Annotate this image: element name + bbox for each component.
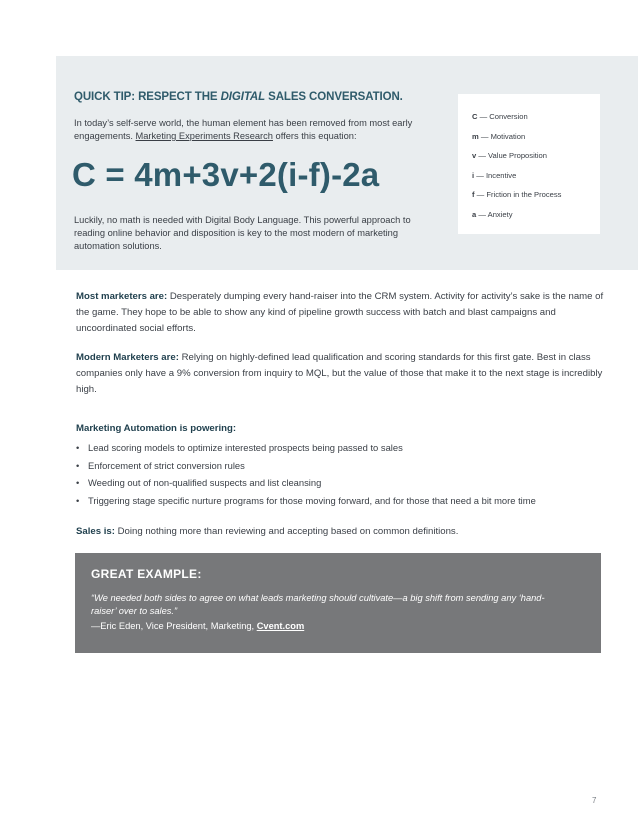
sales-paragraph	[76, 524, 606, 540]
most-marketers-lead: Most marketers are:	[76, 291, 168, 302]
most-marketers-paragraph	[76, 289, 606, 337]
legend-meaning: — Incentive	[474, 170, 517, 180]
bullet-icon: •	[76, 459, 80, 471]
legend-symbol: v	[472, 151, 477, 160]
legend-item	[472, 146, 561, 166]
quick-tip-title-prefix: QUICK TIP: RESPECT THE	[74, 91, 221, 103]
modern-marketers-lead: Modern Marketers are:	[76, 352, 179, 363]
most-marketers-text: Desperately dumping every hand-raiser into the CRM system. Activity for activity’s sake is the name of the game. They hope to be able to show any kind of pipeline growth success with batch and blast campaigns and uncoordinated social efforts.	[76, 291, 604, 334]
bullet-icon: •	[76, 494, 80, 506]
quick-tip-title-emphasis: DIGITAL	[220, 91, 266, 103]
list-item	[76, 440, 606, 458]
legend-symbol: m	[472, 131, 479, 141]
legend-symbol: f	[472, 190, 475, 199]
sales-lead: Sales is:	[76, 526, 115, 537]
cvent-link[interactable]: Cvent.com	[256, 621, 305, 631]
equation-legend-list	[472, 107, 561, 224]
legend-meaning: — Conversion	[477, 112, 528, 121]
bullet-icon: •	[76, 477, 80, 488]
quick-tip-title-suffix: SALES CONVERSATION.	[265, 91, 403, 103]
legend-item	[472, 205, 561, 225]
list-item-text: Lead scoring models to optimize interested prospects being passed to sales	[88, 442, 403, 453]
quick-tip-title	[74, 91, 403, 103]
legend-item	[472, 166, 561, 186]
quick-tip-intro	[74, 117, 454, 143]
legend-meaning: — Motivation	[478, 131, 526, 141]
list-item-text: Weeding out of non-qualified suspects and list cleansing	[88, 477, 322, 488]
automation-heading-text: Marketing Automation is powering:	[76, 423, 237, 434]
quick-tip-outro: Luckily, no math is needed with Digital Body Language. This powerful approach to reading online behavior and disposition is key to the most modern of marketing automation solutions.	[74, 215, 411, 251]
modern-marketers-paragraph	[76, 350, 606, 398]
list-item	[76, 458, 606, 476]
bullet-icon: •	[76, 442, 80, 453]
list-item-text: Triggering stage specific nurture programs for those moving forward, and for those that need a bit more time	[88, 494, 536, 506]
intro-text-end: offers this equation:	[272, 131, 357, 141]
sales-text: Doing nothing more than reviewing and accepting based on common definitions.	[114, 526, 459, 537]
marketing-experiments-link[interactable]: Marketing Experiments Research	[135, 131, 273, 141]
great-example-callout	[75, 553, 601, 653]
legend-meaning: — Friction in the Process	[474, 190, 562, 199]
legend-meaning: — Value Proposition	[476, 151, 548, 160]
great-example-title: GREAT EXAMPLE:	[91, 567, 202, 581]
automation-bullet-list	[76, 440, 606, 510]
conversion-equation: C = 4m+3v+2(i-f)-2a	[72, 156, 380, 193]
great-example-quote: “We needed both sides to agree on what leads marketing should cultivate—a big shift from sending any ‘hand-raiser’ over to sales.”	[91, 593, 545, 616]
legend-item	[472, 185, 561, 205]
legend-symbol: a	[472, 209, 477, 219]
legend-item	[472, 107, 561, 127]
intro-text: In today’s self-serve world, the human element has been removed from most early engagements.	[74, 118, 413, 141]
legend-meaning: — Anxiety	[476, 209, 513, 219]
equation-legend	[458, 94, 600, 234]
modern-marketers-text: Relying on highly-defined lead qualification and scoring standards for this first gate. Best in class companies only have a 9% conversion from inquiry to MQL, but the value of those that make it to the next stage is incredibly high.	[76, 352, 603, 395]
attribution-text: —Eric Eden, Vice President, Marketing,	[91, 621, 257, 631]
legend-symbol: i	[472, 170, 475, 180]
list-item-text: Enforcement of strict conversion rules	[88, 459, 245, 471]
list-item	[76, 493, 606, 511]
legend-symbol: C	[472, 112, 478, 121]
quick-tip-panel	[56, 56, 638, 270]
list-item	[76, 475, 606, 493]
page-number: 7	[592, 796, 597, 805]
automation-heading	[76, 421, 606, 437]
legend-item	[472, 127, 561, 147]
great-example-attribution	[91, 620, 304, 633]
